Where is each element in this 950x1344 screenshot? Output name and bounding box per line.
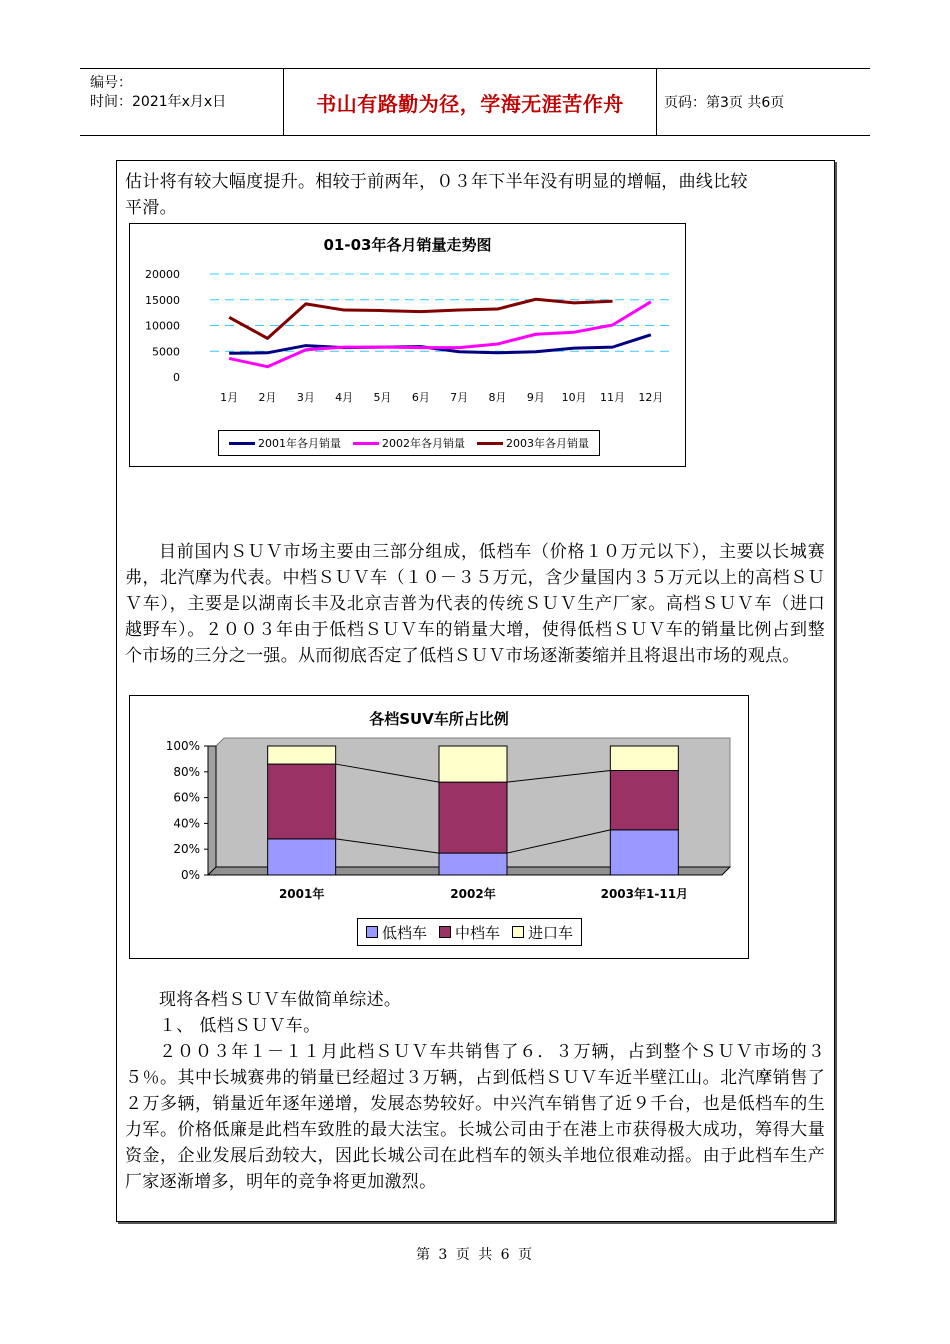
legend-label: 2001年各月销量 — [258, 437, 341, 450]
x-tick-label: 9月 — [526, 391, 545, 404]
legend-item — [353, 435, 465, 451]
y-tick-label: 0 — [173, 371, 180, 384]
x-tick-label: 3月 — [296, 391, 315, 404]
x-tick-label: 12月 — [638, 391, 664, 404]
paragraph-summary: 现将各档ＳＵＶ车做简单综述。 — [159, 990, 402, 1010]
bar-segment — [439, 782, 507, 853]
y-tick-label: 100% — [165, 739, 200, 753]
y-tick-label: 80% — [173, 764, 200, 779]
bar-segment — [610, 771, 678, 830]
chart-title: 各档SUV车所占比例 — [369, 710, 509, 728]
legend-label: 2002年各月销量 — [382, 437, 465, 450]
paragraph-line: 估计将有较大幅度提升。相较于前两年，０３年下半年没有明显的增幅，曲线比较 — [125, 172, 748, 192]
line-chart — [129, 223, 686, 467]
legend-swatch — [366, 926, 378, 938]
x-tick-label: 8月 — [488, 391, 507, 404]
bar-segment — [268, 764, 336, 839]
header-motto: 书山有路勤为径，学海无涯苦作舟 — [316, 91, 624, 116]
bar-segment — [610, 830, 678, 875]
legend-label: 进口车 — [528, 923, 574, 942]
bar-segment — [439, 746, 507, 782]
plot-side-wall — [208, 746, 216, 875]
bar-segment — [268, 746, 336, 764]
bar-segment — [439, 853, 507, 875]
x-tick-label: 6月 — [411, 391, 430, 404]
y-tick-label: 15000 — [145, 293, 180, 307]
content-frame — [116, 160, 835, 1222]
document-time: 时间：2021年x月x日 — [90, 94, 227, 110]
chart-title: 01-03年各月销量走势图 — [323, 236, 492, 254]
legend-swatch — [512, 926, 524, 938]
x-tick-label: 10月 — [561, 391, 587, 404]
x-tick-label: 2001年 — [278, 887, 325, 901]
section-heading: １、 低档ＳＵＶ车。 — [159, 1016, 321, 1036]
stacked-bar-chart — [129, 695, 749, 959]
document-number: 编号： — [90, 75, 132, 91]
x-tick-label: 2003年1-11月 — [600, 887, 689, 901]
x-tick-label: 4月 — [335, 391, 354, 404]
x-tick-label: 2月 — [258, 391, 277, 404]
legend-item — [439, 922, 500, 943]
legend-swatch — [477, 442, 503, 445]
legend-swatch — [229, 442, 255, 445]
legend-label: 中档车 — [455, 923, 501, 942]
y-tick-label: 40% — [173, 816, 200, 831]
paragraph-market: 目前国内ＳＵＶ市场主要由三部分组成，低档车（价格１０万元以下），主要以长城赛弗，北汽摩为代表。中档ＳＵＶ车（１０－３５万元，含少量国内３５万元以上的高档ＳＵＶ车），主要是以湖南长丰及北京吉普为代表的传统ＳＵＶ生产厂家。高档ＳＵＶ车（进口越野车）。２００３年由于低档ＳＵＶ车的销量大增，使得低档ＳＵＶ车的销量比例占到整个市场的三分之一强。从而彻底否定了低档ＳＵＶ市场逐渐萎缩并且将退出市场的观点。 — [125, 542, 825, 666]
legend-item — [229, 435, 341, 451]
bar-chart-plot — [130, 696, 748, 918]
series-line — [229, 335, 651, 354]
chart-legend — [218, 430, 600, 456]
x-tick-label: 5月 — [373, 391, 392, 404]
page-footer: 第 3 页 共 6 页 — [415, 1247, 535, 1263]
legend-swatch — [353, 442, 379, 445]
paragraph-intro — [125, 169, 825, 221]
legend-swatch — [439, 926, 451, 938]
paragraph-line: 平滑。 — [125, 198, 177, 218]
legend-item — [366, 922, 427, 943]
y-tick-label: 5000 — [152, 345, 180, 359]
legend-item — [512, 922, 573, 943]
y-tick-label: 20% — [173, 842, 200, 857]
legend-label: 低档车 — [382, 923, 428, 942]
y-tick-label: 20000 — [145, 268, 180, 281]
x-tick-label: 7月 — [450, 391, 469, 404]
x-tick-label: 11月 — [600, 391, 625, 404]
line-chart-plot — [130, 224, 685, 424]
paragraph-low-tier: ２００３年１－１１月此档ＳＵＶ车共销售了６．３万辆，占到整个ＳＵＶ市场的３５％。其中长城赛弗的销量已经超过３万辆，占到低档ＳＵＶ车近半壁江山。北汽摩销售了２万多辆，销量近年逐年递增，发展态势较好。中兴汽车销售了近９千台，也是低档车的生力军。价格低廉是此档车致胜的最大法宝。长城公司由于在港上市获得极大成功，筹得大量资金，企业发展后劲较大，因此长城公司在此档车的领头羊地位很难动摇。由于此档车生产厂家逐渐增多，明年的竞争将更加激烈。 — [125, 1042, 825, 1192]
legend-label: 2003年各月销量 — [506, 437, 589, 450]
chart-legend — [357, 918, 582, 946]
x-tick-label: 2002年 — [450, 887, 496, 901]
header-divider — [656, 68, 657, 136]
bar-segment — [268, 839, 336, 875]
header-meta — [90, 74, 226, 112]
x-tick-label: 1月 — [220, 391, 239, 404]
bar-segment — [610, 746, 678, 771]
y-tick-label: 0% — [180, 868, 200, 882]
page-header — [80, 68, 870, 136]
legend-item — [477, 435, 589, 451]
header-page-number: 页码：第3页 共6页 — [664, 95, 785, 111]
y-tick-label: 60% — [173, 790, 200, 805]
y-tick-label: 10000 — [145, 319, 180, 333]
